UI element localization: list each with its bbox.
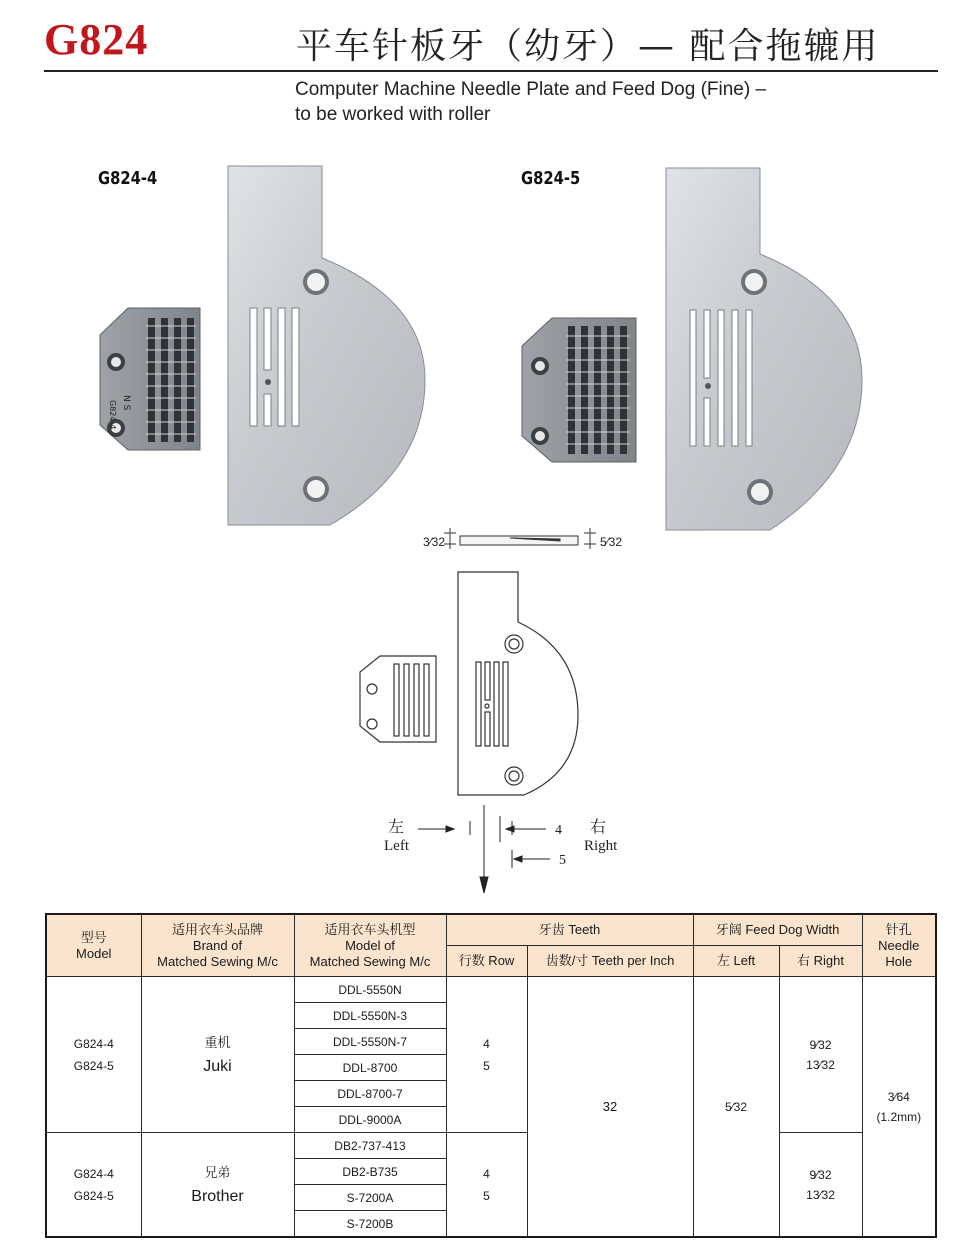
- brother-rows: 4 5: [446, 1133, 527, 1238]
- machine-model-cell: S-7200A: [294, 1185, 446, 1211]
- right-label-en: Right: [584, 838, 618, 854]
- thickness-profile: [444, 528, 596, 549]
- header-machine-model: 适用衣车头机型 Model of Matched Sewing M/c: [294, 914, 446, 977]
- machine-model-cell: DDL-5550N-3: [294, 1003, 446, 1029]
- brother-models: G824-4 G824-5: [46, 1133, 141, 1238]
- machine-model-cell: DB2-B735: [294, 1159, 446, 1185]
- header-teeth: 牙齿 Teeth: [446, 914, 693, 946]
- thickness-left-label: 3⁄32: [423, 535, 446, 549]
- title-chinese: 平车针板牙（幼牙）— 配合拖辘用: [296, 26, 880, 67]
- dimension-5: 5: [559, 853, 566, 868]
- juki-feed-dog-right: 9⁄32 13⁄32: [779, 977, 862, 1133]
- juki-rows: 4 5: [446, 977, 527, 1133]
- engraving-ns: N S: [121, 395, 131, 411]
- machine-model-cell: DDL-8700: [294, 1055, 446, 1081]
- header-left: 左 Left: [693, 946, 779, 977]
- dimension-4: 4: [555, 823, 562, 838]
- title-english-line2: to be worked with roller: [295, 104, 491, 125]
- machine-model-cell: DDL-9000A: [294, 1107, 446, 1133]
- product-code: G824: [44, 15, 149, 64]
- specification-table: [45, 913, 937, 1238]
- header-right: 右 Right: [779, 946, 862, 977]
- title-english-line1: Computer Machine Needle Plate and Feed Dog (Fine) –: [295, 79, 767, 100]
- needle-plate-photo-1: [228, 166, 425, 525]
- machine-model-cell: S-7200B: [294, 1211, 446, 1238]
- teeth-per-inch-value: 32: [527, 977, 693, 1238]
- header-model: 型号 Model: [46, 914, 141, 977]
- juki-models: G824-4 G824-5: [46, 977, 141, 1133]
- header-teeth-per-inch: 齿数/寸 Teeth per Inch: [527, 946, 693, 977]
- brother-feed-dog-right: 9⁄32 13⁄32: [779, 1133, 862, 1238]
- left-label-en: Left: [384, 838, 409, 854]
- line-drawing-feed-dog: [360, 656, 436, 742]
- needle-hole-value: 3⁄64 (1.2mm): [862, 977, 936, 1238]
- dimension-diagram: [418, 805, 550, 893]
- header-needle-hole: 针孔 Needle Hole: [862, 914, 936, 977]
- needle-plate-photo-2: [666, 168, 862, 530]
- header-brand: 适用衣车头品牌 Brand of Matched Sewing M/c: [141, 914, 294, 977]
- engraving-model: G824-4: [108, 400, 117, 430]
- left-label-cn: 左: [388, 817, 405, 836]
- brother-brand: 兄弟 Brother: [141, 1133, 294, 1238]
- product-label-g824-4: G824-4: [98, 168, 158, 189]
- machine-model-cell: DDL-5550N: [294, 977, 446, 1003]
- machine-model-cell: DDL-5550N-7: [294, 1029, 446, 1055]
- machine-model-cell: DDL-8700-7: [294, 1081, 446, 1107]
- feed-dog-photo-2: [522, 318, 636, 462]
- header-row: 行数 Row: [446, 946, 527, 977]
- feed-dog-left-value: 5⁄32: [693, 977, 779, 1238]
- header-feed-dog-width: 牙阔 Feed Dog Width: [693, 914, 862, 946]
- product-label-g824-5: G824-5: [521, 168, 581, 189]
- juki-brand: 重机 Juki: [141, 977, 294, 1133]
- machine-model-cell: DB2-737-413: [294, 1133, 446, 1159]
- right-label-cn: 右: [590, 817, 607, 836]
- thickness-right-label: 5⁄32: [600, 535, 623, 549]
- feed-dog-photo-1: [100, 308, 200, 450]
- line-drawing-needle-plate: [458, 572, 578, 795]
